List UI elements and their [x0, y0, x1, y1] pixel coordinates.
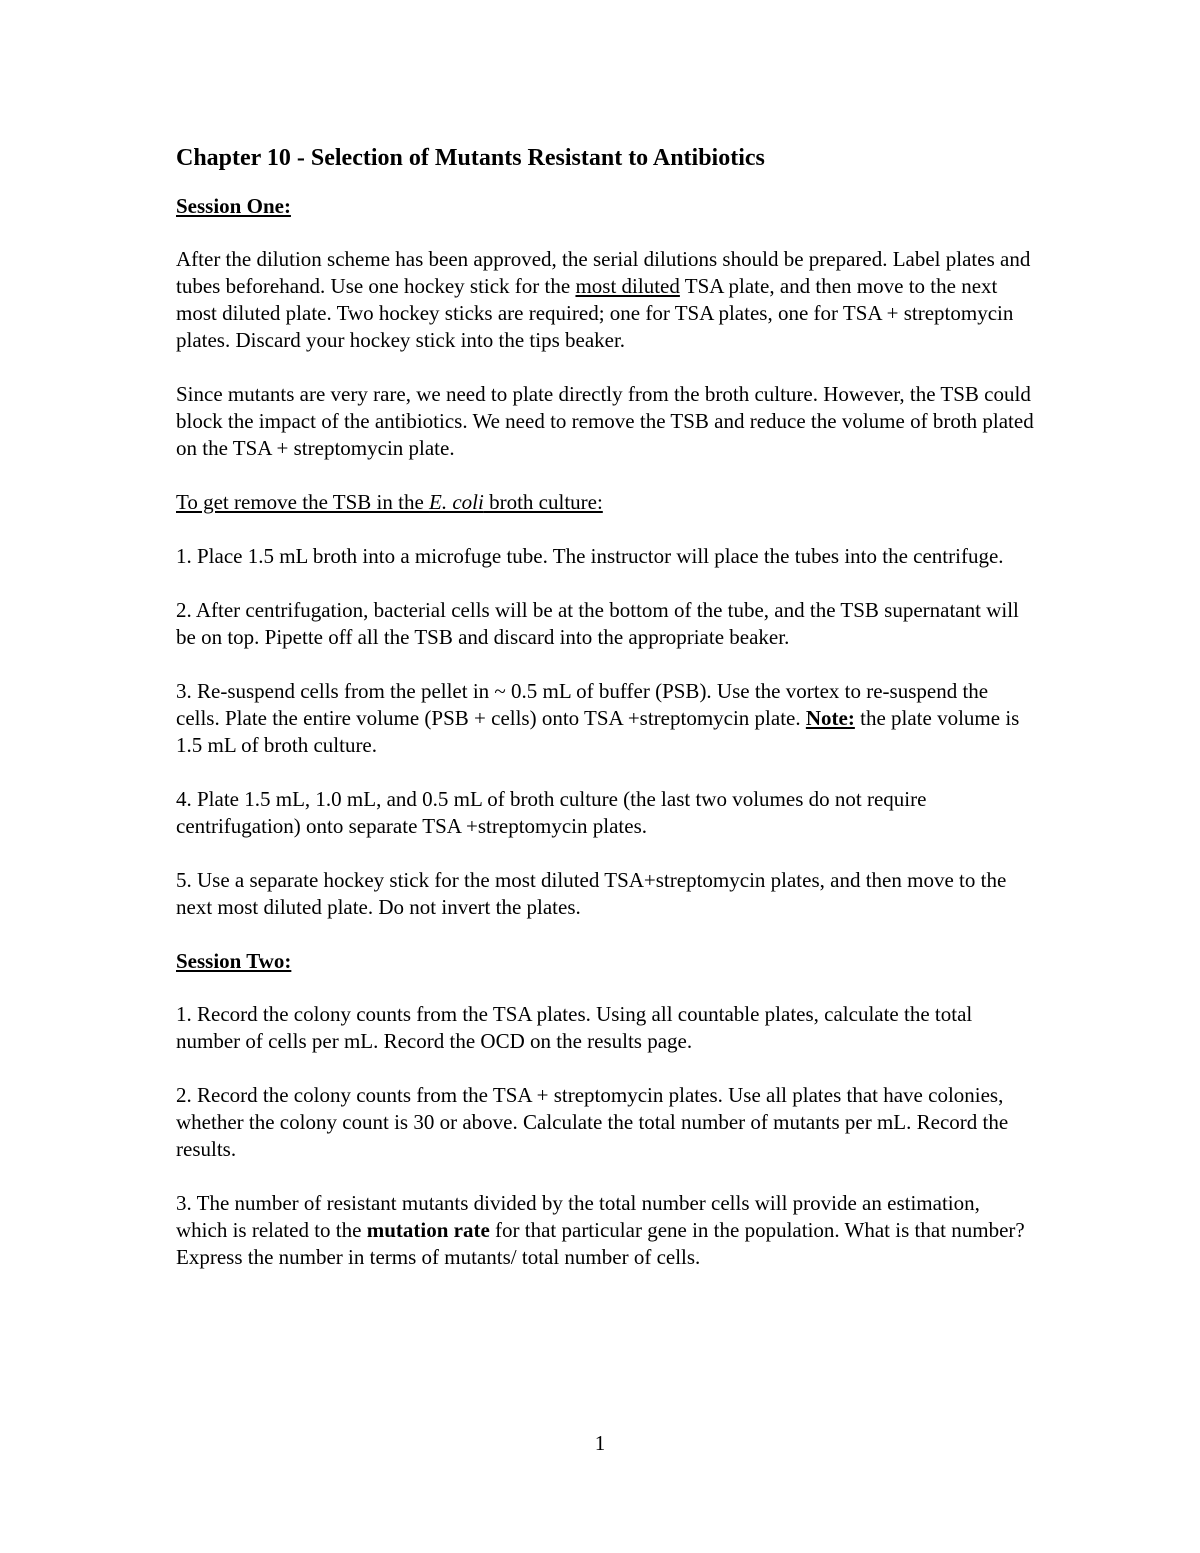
- page-number: 1: [594, 1431, 606, 1455]
- session-one-step-4: 4. Plate 1.5 mL, 1.0 mL, and 0.5 mL of broth culture (the last two volumes do not require centrifugation) onto separate TSA +streptomycin plates.: [176, 787, 927, 838]
- remove-tsb-subheading: [176, 489, 1036, 516]
- note-label: Note:: [805, 706, 855, 730]
- session-two-heading: Session Two:: [176, 949, 292, 973]
- text-run: After the dilution scheme has been approved, the serial dilutions should be prepared. Label plates and tubes beforehand. Use one hockey stick for the: [176, 247, 1031, 298]
- session-one-step-2: 2. After centrifugation, bacterial cells will be at the bottom of the tube, and the TSB supernatant will be on top. Pipette off all the TSB and discard into the appropriate beaker.: [176, 598, 1019, 649]
- session-two-step-2: 2. Record the colony counts from the TSA + streptomycin plates. Use all plates that have colonies, whether the colony count is 30 or above. Calculate the total number of mutants per mL. Record the results.: [176, 1083, 1009, 1161]
- session-two-step-1: 1. Record the colony counts from the TSA plates. Using all countable plates, calculate the total number of cells per mL. Record the OCD on the results page.: [176, 1002, 973, 1053]
- session-one-step-1: 1. Place 1.5 mL broth into a microfuge tube. The instructor will place the tubes into the centrifuge.: [176, 544, 1004, 568]
- text-run: the plate volume is 1.5 mL of broth culture.: [176, 706, 1020, 757]
- session-two-step-3: [176, 1190, 1036, 1271]
- chapter-title: Chapter 10 - Selection of Mutants Resistant to Antibiotics: [176, 145, 765, 171]
- text-run: broth culture:: [483, 490, 603, 514]
- session-one-intro-paragraph: [176, 246, 1036, 354]
- text-run: 3. Re-suspend cells from the pellet in ~ 0.5 mL of buffer (PSB). Use the vortex to re-suspend the cells. Plate the entire volume (PSB + cells) onto TSA +streptomycin plate.: [176, 679, 989, 730]
- session-one-heading: Session One:: [176, 194, 291, 218]
- underlined-text: most diluted: [575, 274, 680, 298]
- text-run: 3. The number of resistant mutants divided by the total number cells will provide an estimation, which is related to the: [176, 1191, 980, 1242]
- text-run: TSA plate, and then move to the next most diluted plate. Two hockey sticks are required; one for TSA plates, one for TSA + streptomycin plates. Discard your hockey stick into the tips beaker.: [176, 274, 1014, 352]
- session-one-step-5: 5. Use a separate hockey stick for the most diluted TSA+streptomycin plates, and then move to the next most diluted plate. Do not invert the plates.: [176, 868, 1007, 919]
- text-run: To get remove the TSB in the: [176, 490, 430, 514]
- session-one-mutants-paragraph: Since mutants are very rare, we need to plate directly from the broth culture. However, the TSB could block the impact of the antibiotics. We need to remove the TSB and reduce the volume of broth plated on the TSA + streptomycin plate.: [176, 382, 1034, 460]
- italic-species-name: E. coli: [429, 490, 484, 514]
- mutation-rate-term: mutation rate: [366, 1218, 490, 1242]
- session-one-step-3: [176, 678, 1036, 759]
- text-run: for that particular gene in the population. What is that number? Express the number in terms of mutants/ total number of cells.: [176, 1218, 1025, 1269]
- document-page: [176, 140, 1036, 1298]
